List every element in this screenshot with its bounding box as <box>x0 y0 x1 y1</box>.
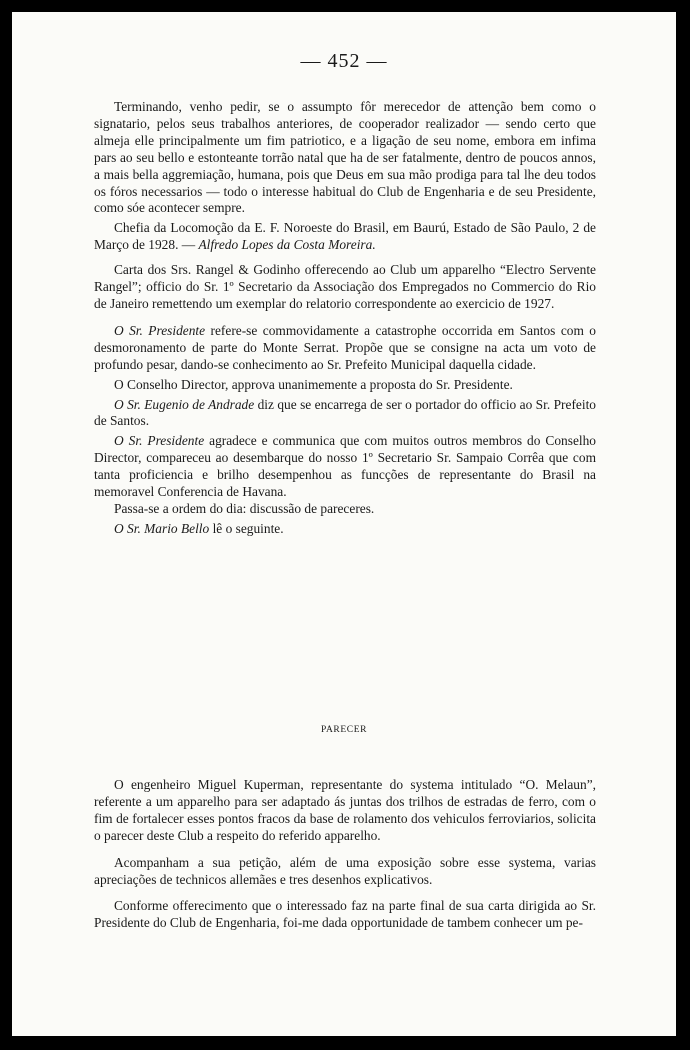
president-remark-paragraph <box>94 323 596 374</box>
andrade-paragraph <box>94 397 596 431</box>
signature-name: Alfredo Lopes da Costa Moreira. <box>198 237 376 253</box>
parecer-text-block <box>94 777 596 932</box>
remark-text: agradece e communica que com muitos outros membros do Conselho Director, compareceu ao desembarque do nosso 1º Secretario Sr. Sampaio Corrêa que com tanta proficiencia e brilho desempenhou as funcções de representante do Brasil na memoravel Conferencia de Havana. <box>94 433 596 500</box>
document-page <box>12 12 676 1036</box>
letter-signature-paragraph <box>94 220 596 254</box>
speaker-name: O Sr. Mario Bello <box>114 520 210 536</box>
remark-text: diz que se encarrega de ser o portador do officio ao Sr. Prefeito de Santos. <box>94 396 596 429</box>
council-approval-paragraph: O Conselho Director, approva unanimemente a proposta do Sr. Presidente. <box>114 376 513 392</box>
president-thanks-paragraph <box>94 433 596 501</box>
letter-origin-text: Chefia da Locomoção da E. F. Noroeste do Brasil, em Baurú, Estado de São Paulo, 2 de Março de 1928. — <box>94 220 596 253</box>
parecer-paragraph-2: Acompanham a sua petição, além de uma exposição sobre esse systema, varias apreciações de technicos allemães e tres desenhos explicativos. <box>94 854 596 887</box>
speaker-name: O Sr. Eugenio de Andrade <box>114 396 255 412</box>
mario-bello-paragraph <box>94 521 596 538</box>
minutes-text-block <box>94 99 596 538</box>
correspondence-paragraph: Carta dos Srs. Rangel & Godinho offerecendo ao Club um apparelho “Electro Servente Rangel”; officio do Sr. 1º Secretario da Associação dos Empregados no Commercio do Rio de Janeiro remettendo um exemplar do relatorio correspondente ao exercicio de 1927. <box>94 262 596 311</box>
closing-paragraph: Terminando, venho pedir, se o assumpto fôr merecedor de attenção bem como o signatario, pelos seus trabalhos anteriores, de cooperador realizador — sendo certo que almeja elle principalmente um fim patriotico, e a ligação de seu nome, embora em infima pars ao seu bello e estonteante torrão natal que ha de ser fatalmente, dentro de poucos annos, a mais bella aggremiação, humana, pois que Deus em sua mão prodiga para tal lhe deu todos os fóros necessarios — todo o interesse habitual do Club de Engenharia e de seu Presidente, como sóe acontecer sempre. <box>94 99 596 216</box>
page-number: — 452 — <box>300 50 388 72</box>
order-of-day-paragraph: Passa-se a ordem do dia: discussão de pareceres. <box>114 500 375 516</box>
remark-text: refere-se commovidamente a catastrophe occorrida em Santos com o desmoronamento de parte do Monte Serrat. Propõe que se consigne na acta um voto de profundo pesar, dando-se conhecimento ao Sr. Prefeito Municipal daquella cidade. <box>94 322 596 372</box>
parecer-paragraph-1: O engenheiro Miguel Kuperman, representante do systema intitulado “O. Melaun”, referente a um apparelho para ser adaptado ás juntas dos trilhos de estradas de ferro, com o fim de fortalecer esses pontos fracos da base de rolamento dos vehiculos ferroviarios, solicita o parecer deste Club a respeito do referido apparelho. <box>94 777 596 843</box>
remark-text: lê o seguinte. <box>209 520 284 536</box>
speaker-name: O Sr. Presidente <box>114 433 205 449</box>
speaker-name: O Sr. Presidente <box>114 322 206 338</box>
parecer-paragraph-3: Conforme offerecimento que o interessado faz na parte final de sua carta dirigida ao Sr. Presidente do Club de Engenharia, foi-me dada opportunidade de tambem conhecer um pe- <box>94 898 596 931</box>
section-title: PARECER <box>320 725 368 735</box>
